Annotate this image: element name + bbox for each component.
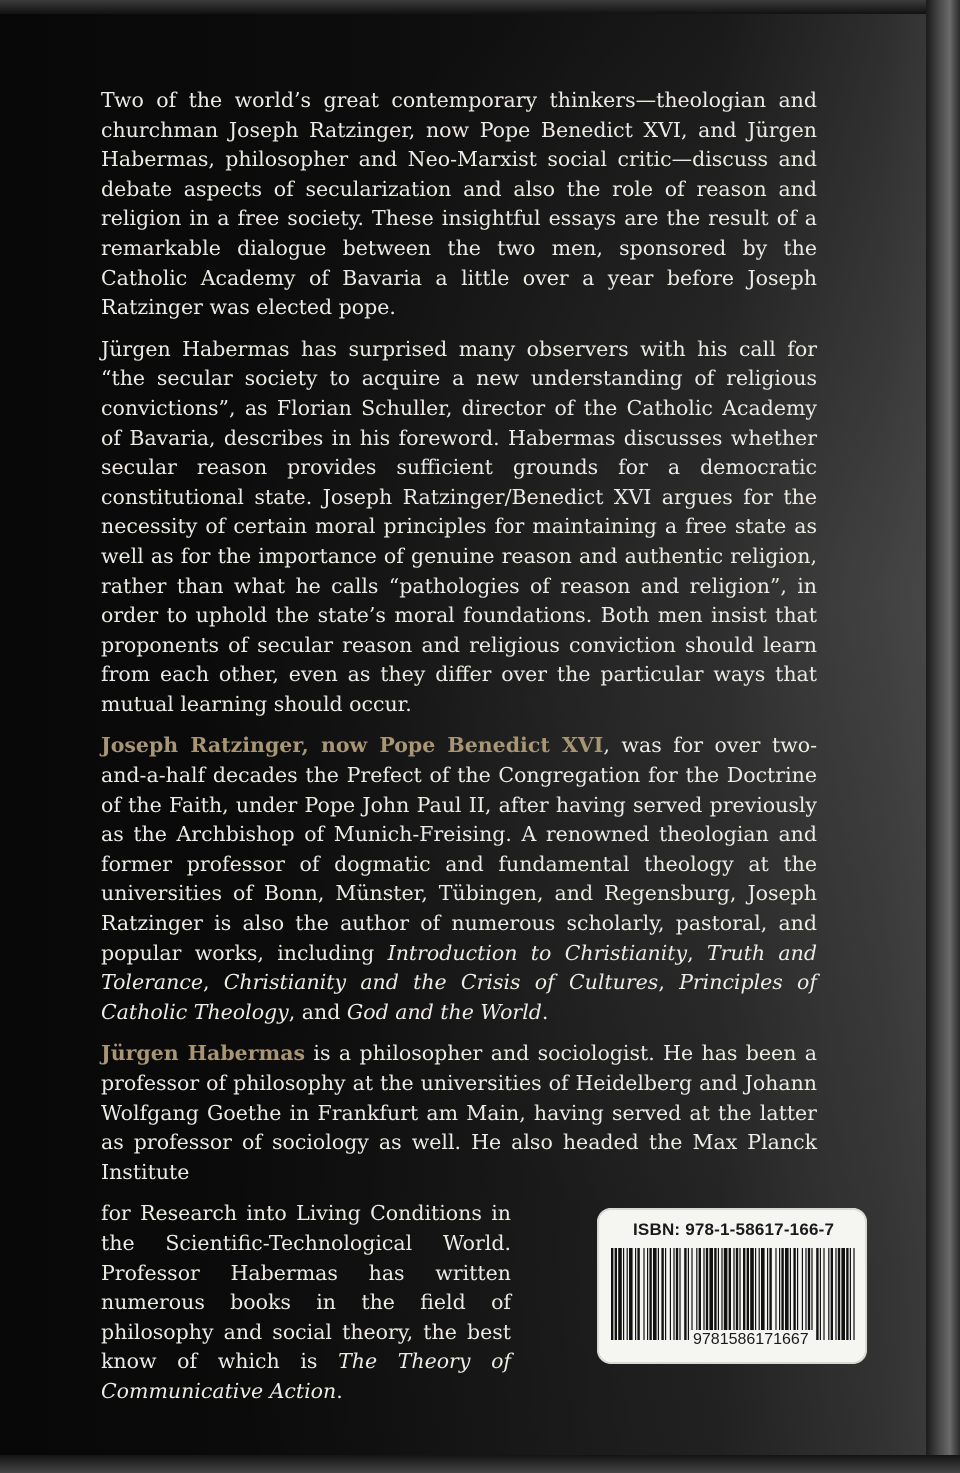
separator: , <box>658 970 680 995</box>
barcode-bar <box>611 1248 613 1340</box>
book-title: God and the World <box>346 999 542 1024</box>
barcode-bar <box>828 1248 829 1340</box>
barcode-icon <box>605 1248 861 1340</box>
barcode-bar <box>733 1248 734 1340</box>
barcode-bar <box>635 1248 636 1340</box>
habermas-bio-tail <box>101 1199 511 1406</box>
barcode-bar <box>769 1248 771 1340</box>
barcode-bar <box>797 1248 798 1340</box>
barcode-bar <box>823 1248 824 1340</box>
book-title: Introduction to Christianity <box>387 940 688 965</box>
barcode-bar <box>661 1248 663 1340</box>
cover-top-edge <box>0 0 960 14</box>
barcode-bar <box>793 1248 795 1340</box>
barcode-bar <box>670 1248 671 1340</box>
ratzinger-bio-paragraph <box>101 731 817 1027</box>
separator: . <box>336 1378 343 1403</box>
barcode-bar <box>808 1248 810 1340</box>
barcode-bar <box>653 1248 657 1340</box>
separator: , and <box>288 999 347 1024</box>
book-title: Principles of Catholic Theology <box>101 970 817 1024</box>
barcode-bar <box>684 1248 686 1340</box>
barcode-bar <box>781 1248 783 1340</box>
barcode-bar <box>761 1248 765 1340</box>
ratzinger-name: Joseph Ratzinger, now Pope Benedict XVI <box>101 733 604 758</box>
barcode-bar <box>688 1248 689 1340</box>
barcode-bar <box>703 1248 704 1340</box>
barcode-bar <box>767 1248 768 1340</box>
barcode-bar <box>724 1248 728 1340</box>
barcode-bar <box>721 1248 722 1340</box>
habermas-bio-text: is a philosopher and sociologist. He has been a professor of philosophy at the universities of Heidelberg and Johann Wolfgang Goethe in Frankfurt am Main, having served at the latter as professor of sociology as well. He also headed the Max Planck Institute <box>101 1041 817 1184</box>
book-title: Christianity and the Crisis of Cultures <box>223 970 659 995</box>
barcode-bar <box>679 1248 680 1340</box>
barcode-bar <box>846 1248 848 1340</box>
barcode-bar <box>785 1248 789 1340</box>
barcode-bar <box>853 1248 854 1340</box>
barcode-bar <box>676 1248 678 1340</box>
barcode-bar <box>709 1248 713 1340</box>
barcode-bar <box>835 1248 836 1340</box>
barcode-number: 9781586171667 <box>689 1330 813 1350</box>
separator: , <box>687 940 707 965</box>
barcode-bar <box>739 1248 740 1340</box>
barcode-bar <box>691 1248 692 1340</box>
separator: , <box>202 970 224 995</box>
barcode-bar <box>629 1248 633 1340</box>
barcode-bar <box>755 1248 756 1340</box>
barcode-bar <box>759 1248 760 1340</box>
barcode-sticker <box>597 1208 867 1364</box>
barcode-bar <box>647 1248 648 1340</box>
book-title: The Theory of Communicative Action <box>101 1349 512 1403</box>
barcode-bar <box>673 1248 674 1340</box>
book-title: Truth and Tolerance <box>101 940 817 995</box>
barcode-bar <box>718 1248 719 1340</box>
ratzinger-bio-text: , was for over two-and-a-half decades the Prefect of the Congregation for the Doctrine of the Faith, under Pope John Paul II, after having served previously as the Archbishop of Munich-Freising. A renowned theologian and former professor of dogmatic and fundamental theology at the universities of Bonn, Münster, Tübingen, and Regensburg, Joseph Ratzinger is also the author of numerous scholarly, pastoral, and popular works, including <box>101 733 817 965</box>
barcode-bar <box>831 1248 833 1340</box>
barcode-bar <box>706 1248 708 1340</box>
intro-paragraph: Two of the world’s great contemporary thinkers—theologian and churchman Joseph Ratzinger, now Pope Benedict XVI, and Jürgen Habermas, philosopher and Neo-Marxist social critic—discuss and debate aspects of secularization and also the role of reason and religion in a free society. These insightful essays are the result of a remarkable dialogue between the two men, sponsored by the Catholic Academy of Bavaria a little over a year before Joseph Ratzinger was elected pope. <box>101 88 817 320</box>
barcode-bar <box>649 1248 651 1340</box>
barcode-bar <box>729 1248 731 1340</box>
barcode-bar <box>779 1248 780 1340</box>
barcode-bar <box>637 1248 639 1340</box>
habermas-bio-tail-text: for Research into Living Conditions in the Scientific-Technological World. Professor Habermas has written numerous books in the field of philosophy and social theory, the best know of which is <box>101 1201 511 1374</box>
barcode-bar <box>750 1248 754 1340</box>
barcode-bar <box>805 1248 806 1340</box>
barcode-bar <box>618 1248 622 1340</box>
barcode-bar <box>643 1248 644 1340</box>
barcode-bar <box>736 1248 738 1340</box>
barcode-bar <box>841 1248 845 1340</box>
barcode-bar <box>627 1248 628 1340</box>
barcode-bar <box>615 1248 617 1340</box>
barcode-bar <box>850 1248 851 1340</box>
separator: . <box>541 999 549 1024</box>
barcode-bar <box>790 1248 791 1340</box>
barcode-bar <box>811 1248 812 1340</box>
isbn-label: ISBN: 978-1-58617-166-7 <box>633 1220 835 1239</box>
barcode-bar <box>838 1248 840 1340</box>
cover-spine-edge <box>926 0 960 1473</box>
barcode-bar <box>747 1248 749 1340</box>
barcode-bar <box>816 1248 818 1340</box>
barcode-bar <box>714 1248 716 1340</box>
debate-paragraph: Jürgen Habermas has surprised many observers with his call for “the secular society to acquire a new understanding of religious convictions”, as Florian Schuller, director of the Catholic Academy of Bavaria, describes in his foreword. Habermas discusses whether secular reason provides sufficient grounds for a democratic constitutional state. Joseph Ratzinger/Benedict XVI argues for the necessity of certain moral principles for maintaining a free state as well as for the importance of genuine reason and authentic religion, rather than what he calls “pathologies of reason and religion”, in order to uphold the state’s moral foundations. Both men insist that proponents of secular reason and religious conviction should learn from each other, even as they differ over the particular ways that mutual learning should occur. <box>101 336 817 716</box>
cover-bottom-edge <box>0 1455 960 1473</box>
barcode-bar <box>743 1248 745 1340</box>
barcode-bar <box>658 1248 659 1340</box>
barcode-bar <box>696 1248 697 1340</box>
habermas-bio-paragraph <box>101 1039 817 1187</box>
barcode-bar <box>802 1248 803 1340</box>
barcode-bar <box>665 1248 666 1340</box>
barcode-bar <box>699 1248 701 1340</box>
barcode-bar <box>623 1248 624 1340</box>
barcode-bar <box>820 1248 821 1340</box>
habermas-name: Jürgen Habermas <box>101 1041 306 1066</box>
barcode-bar <box>775 1248 776 1340</box>
